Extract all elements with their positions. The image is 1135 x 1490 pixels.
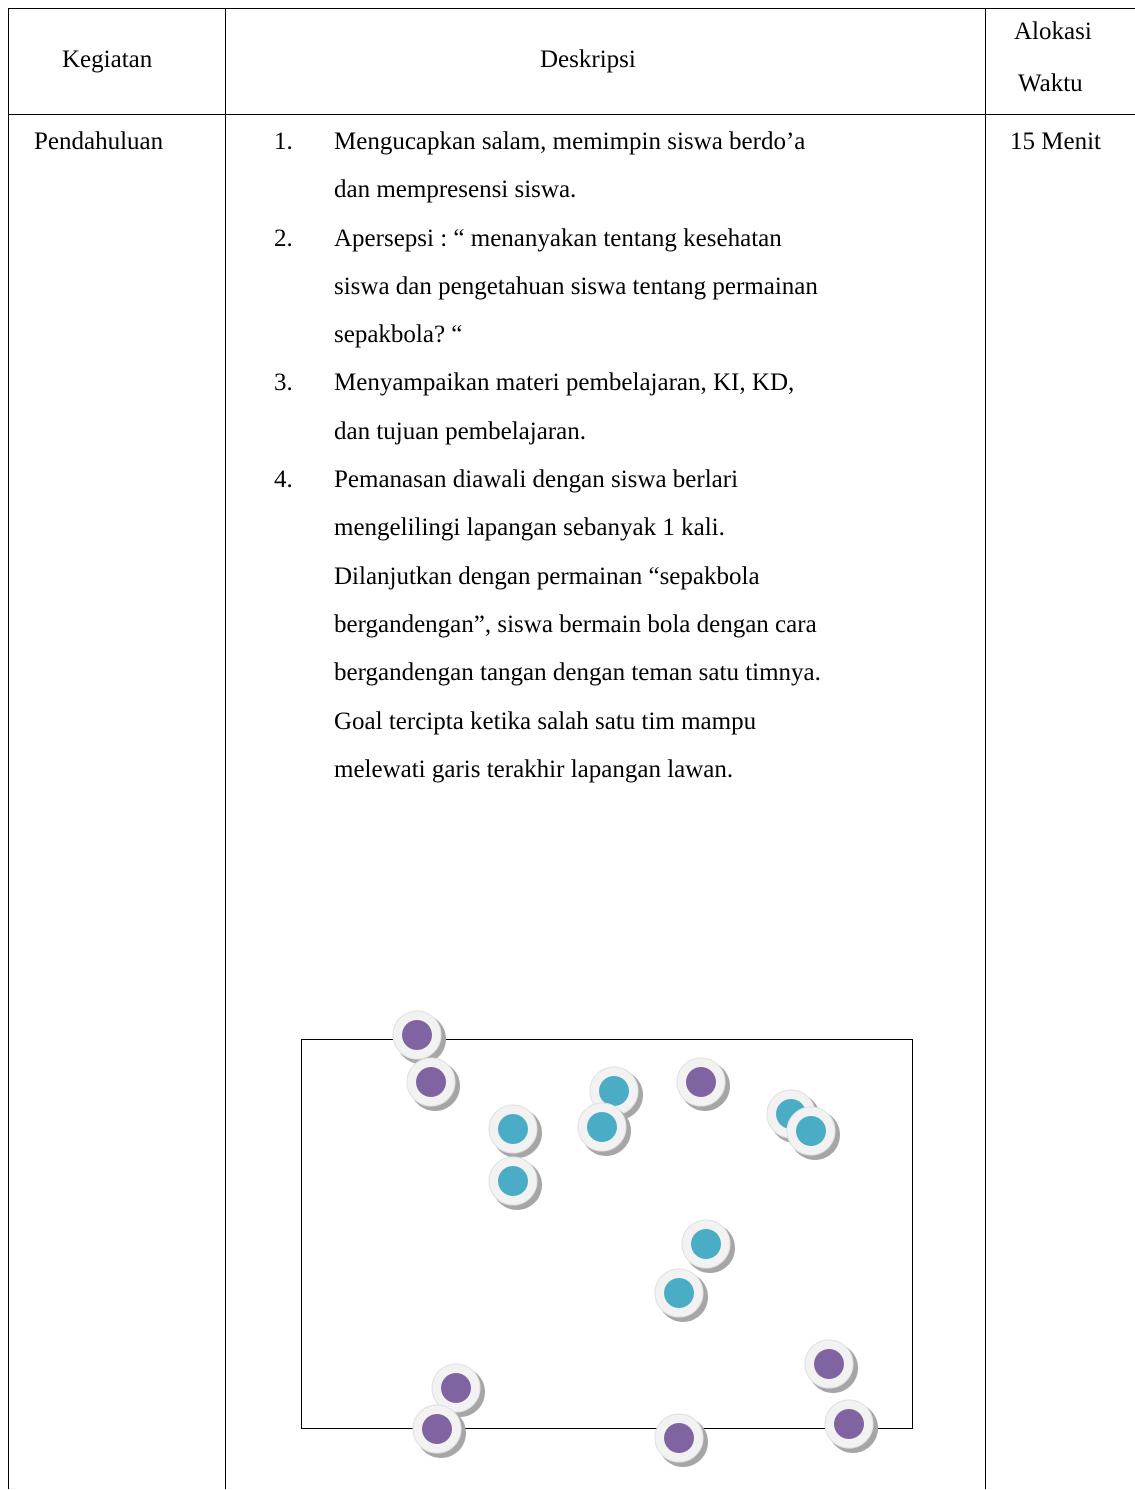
step-line: Menyampaikan materi pembelajaran, KI, KD, bbox=[334, 369, 795, 397]
step-number: 2. bbox=[274, 224, 293, 252]
step-line: Pemanasan diawali dengan siswa berlari bbox=[334, 466, 739, 494]
step-line: bergandengan tangan dengan teman satu timnya. bbox=[334, 659, 821, 687]
step-line: dan mempresensi siswa. bbox=[334, 176, 577, 204]
player-cyan bbox=[787, 1107, 840, 1160]
step-line: Goal tercipta ketika salah satu tim mampu bbox=[334, 707, 757, 735]
players-layer bbox=[1, 1, 1135, 1490]
field-diagram bbox=[301, 1039, 913, 1429]
time-cell: 15 Menit bbox=[1010, 128, 1101, 155]
player-purple bbox=[393, 1011, 446, 1064]
step-line: sepakbola? “ bbox=[334, 321, 463, 349]
step-number: 4. bbox=[274, 466, 293, 494]
step-line: Dilanjutkan dengan permainan “sepakbola bbox=[334, 562, 760, 590]
player-purple bbox=[655, 1414, 708, 1467]
step-line: mengelilingi lapangan sebanyak 1 kali. bbox=[334, 514, 725, 542]
step-number: 1. bbox=[274, 128, 293, 155]
header-waktu: Waktu bbox=[1018, 70, 1083, 97]
player-purple bbox=[677, 1058, 730, 1111]
header-alokasi: Alokasi bbox=[1014, 18, 1092, 45]
activity-cell: Pendahuluan bbox=[34, 128, 164, 155]
player-purple bbox=[825, 1400, 878, 1453]
player-cyan bbox=[655, 1269, 708, 1322]
player-cyan bbox=[489, 1157, 542, 1210]
step-line: melewati garis terakhir lapangan lawan. bbox=[334, 755, 734, 783]
step-line: Mengucapkan salam, memimpin siswa berdo’a bbox=[334, 128, 806, 155]
step-number: 3. bbox=[274, 369, 293, 397]
step-line: dan tujuan pembelajaran. bbox=[334, 417, 586, 445]
step-line: siswa dan pengetahuan siswa tentang permainan bbox=[334, 272, 818, 300]
player-purple bbox=[805, 1340, 858, 1393]
header-deskripsi: Deskripsi bbox=[540, 46, 636, 73]
player-cyan bbox=[682, 1220, 735, 1273]
header-kegiatan: Kegiatan bbox=[62, 46, 153, 73]
step-line: bergandengan”, siswa bermain bola dengan cara bbox=[334, 610, 817, 638]
player-purple bbox=[407, 1058, 460, 1111]
step-line: Apersepsi : “ menanyakan tentang kesehatan bbox=[334, 224, 782, 252]
player-cyan bbox=[489, 1105, 542, 1158]
